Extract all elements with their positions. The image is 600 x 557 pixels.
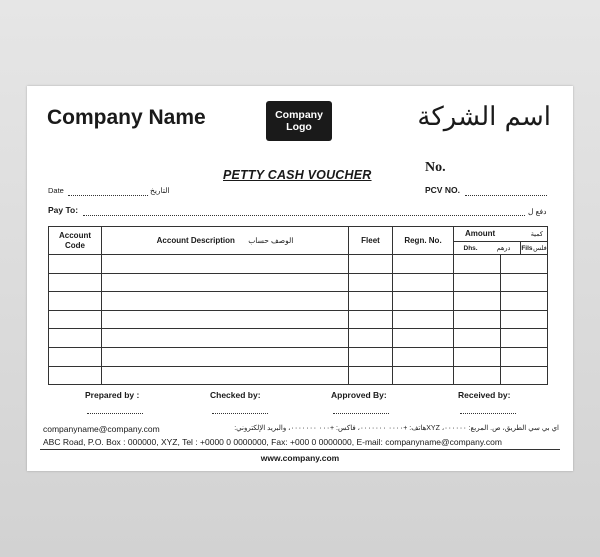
voucher-table <box>48 226 548 385</box>
cell-fleet[interactable] <box>349 255 393 274</box>
voucher-sheet <box>27 86 573 471</box>
table-row <box>49 273 548 292</box>
company-logo <box>266 101 332 141</box>
received-by-label: Received by: <box>458 390 511 400</box>
logo-text-line1: Company <box>275 109 323 121</box>
cell-fils[interactable] <box>501 255 548 274</box>
cell-account-description[interactable] <box>102 255 349 274</box>
cell-regn-no[interactable] <box>393 255 454 274</box>
header-account-code: Account Code <box>49 227 102 255</box>
footer-arabic-address: اي بي سي الطريق، ص. المربع: ٠٠٠٠٠٠، XYZهاتف: +٠٠٠٠ ٠٠٠٠٠٠٠، فاكس: +٠٠٠ ٠٠٠٠٠٠٠، والبريد الإلكتروني: <box>234 425 559 432</box>
footer-email-left: companyname@company.com <box>43 424 160 434</box>
cell-fleet[interactable] <box>349 329 393 348</box>
cell-dhs[interactable] <box>454 366 501 385</box>
cell-fils[interactable] <box>501 310 548 329</box>
cell-dhs[interactable] <box>454 329 501 348</box>
pay-to-field-line[interactable] <box>83 214 525 216</box>
pcv-number-field-line[interactable] <box>465 194 547 196</box>
voucher-table-body <box>49 255 548 385</box>
cell-dhs[interactable] <box>454 310 501 329</box>
voucher-number-label: No. <box>425 160 446 175</box>
cell-fleet[interactable] <box>349 347 393 366</box>
header-amount: Amount كمية Dhs. درهم Fils فلس <box>454 227 548 255</box>
cell-fleet[interactable] <box>349 366 393 385</box>
header-fils: Fils <box>521 244 533 252</box>
company-name-arabic: اسم الشركة <box>417 102 551 132</box>
cell-dhs[interactable] <box>454 255 501 274</box>
cell-fils[interactable] <box>501 292 548 311</box>
cell-fils[interactable] <box>501 347 548 366</box>
table-row <box>49 347 548 366</box>
table-row <box>49 310 548 329</box>
header-dhs: Dhs. <box>463 244 478 252</box>
cell-fleet[interactable] <box>349 310 393 329</box>
cell-fleet[interactable] <box>349 292 393 311</box>
table-row <box>49 255 548 274</box>
cell-fils[interactable] <box>501 329 548 348</box>
checked-by-label: Checked by: <box>210 390 261 400</box>
header-account-description: Account Description الوصف حساب <box>102 227 349 255</box>
cell-account-code[interactable] <box>49 329 102 348</box>
cell-account-code[interactable] <box>49 347 102 366</box>
cell-fleet[interactable] <box>349 273 393 292</box>
logo-text-line2: Logo <box>286 121 312 133</box>
cell-account-description[interactable] <box>102 347 349 366</box>
cell-account-description[interactable] <box>102 366 349 385</box>
cell-regn-no[interactable] <box>393 329 454 348</box>
prepared-by-line[interactable] <box>87 412 143 414</box>
cell-account-code[interactable] <box>49 366 102 385</box>
cell-account-code[interactable] <box>49 273 102 292</box>
company-name-english: Company Name <box>47 106 206 129</box>
cell-account-description[interactable] <box>102 310 349 329</box>
cell-dhs[interactable] <box>454 347 501 366</box>
date-field-line[interactable] <box>68 194 148 196</box>
cell-account-code[interactable] <box>49 292 102 311</box>
cell-account-description[interactable] <box>102 292 349 311</box>
cell-regn-no[interactable] <box>393 310 454 329</box>
cell-dhs[interactable] <box>454 292 501 311</box>
cell-fils[interactable] <box>501 366 548 385</box>
table-row <box>49 366 548 385</box>
footer-english-address: ABC Road, P.O. Box : 000000, XYZ, Tel : +0000 0 0000000, Fax: +000 0 0000000, E-mail: companyname@company.com <box>43 437 502 447</box>
table-row <box>49 329 548 348</box>
cell-regn-no[interactable] <box>393 347 454 366</box>
pay-to-label: Pay To: <box>48 205 79 215</box>
header-fleet: Fleet <box>349 227 393 255</box>
cell-account-description[interactable] <box>102 273 349 292</box>
cell-account-code[interactable] <box>49 255 102 274</box>
header-account-description-arabic: الوصف حساب <box>248 236 294 245</box>
header-regn-no: Regn. No. <box>393 227 454 255</box>
table-row <box>49 292 548 311</box>
approved-by-label: Approved By: <box>331 390 387 400</box>
pcv-number-label: PCV NO. <box>425 185 460 195</box>
checked-by-line[interactable] <box>212 412 268 414</box>
date-label-arabic: التاريخ <box>150 186 170 195</box>
footer-divider <box>40 449 560 450</box>
footer-website: www.company.com <box>260 453 340 463</box>
cell-account-code[interactable] <box>49 310 102 329</box>
received-by-line[interactable] <box>460 412 516 414</box>
pay-to-label-arabic: دفع ل <box>528 207 547 216</box>
cell-fils[interactable] <box>501 273 548 292</box>
prepared-by-label: Prepared by : <box>85 390 140 400</box>
cell-regn-no[interactable] <box>393 366 454 385</box>
cell-regn-no[interactable] <box>393 292 454 311</box>
voucher-title: PETTY CASH VOUCHER <box>223 168 372 182</box>
date-label: Date <box>48 186 64 195</box>
approved-by-line[interactable] <box>333 412 389 414</box>
cell-dhs[interactable] <box>454 273 501 292</box>
cell-account-description[interactable] <box>102 329 349 348</box>
cell-regn-no[interactable] <box>393 273 454 292</box>
